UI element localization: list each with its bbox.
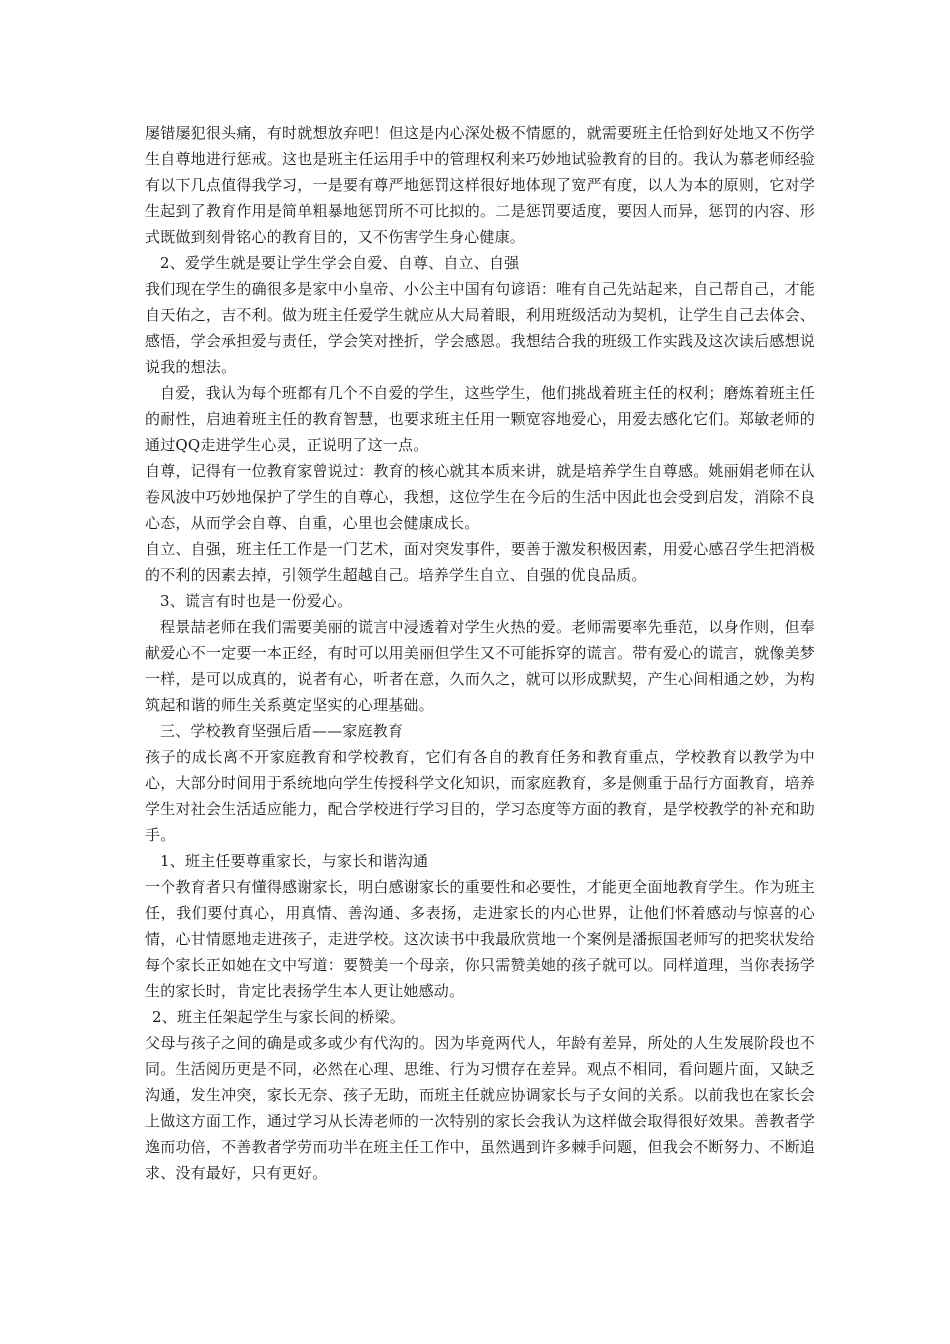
heading-family-education: 三、学校教育坚强后盾——家庭教育 xyxy=(160,722,404,740)
heading-love-students: 2、爱学生就是要让学生学会自爱、自尊、自立、自强 xyxy=(160,254,520,272)
paragraph-self-reliance: 自立、自强，班主任工作是一门艺术，面对突发事件，要善于激发积极因素，用爱心感召学生把消极的不利的因素去掉，引领学生超越自己。培养学生自立、自强的优良品质。 xyxy=(145,540,815,584)
heading-bridge: 2、班主任架起学生与家长间的桥梁。 xyxy=(152,1008,405,1026)
heading-lies: 3、谎言有时也是一份爱心。 xyxy=(160,592,353,610)
heading-respect-parents: 1、班主任要尊重家长，与家长和谐沟通 xyxy=(160,852,429,870)
paragraph-2: 我们现在学生的确很多是家中小皇帝、小公主中国有句谚语：唯有自己先站起来，自己帮自己，才能自天佑之，吉不利。做为班主任爱学生就应从大局着眼，利用班级活动为契机，让学生自己去体会、感悟，学会承担爱与责任，学会笑对挫折，学会感恩。我想结合我的班级工作实践及这次读后感想说说我的想法。 xyxy=(145,280,815,376)
paragraph-respect-parents: 一个教育者只有懂得感谢家长，明白感谢家长的重要性和必要性，才能更全面地教育学生。作为班主任，我们要付真心，用真情、善沟通、多表扬，走进家长的内心世界，让他们怀着感动与惊喜的心情，心甘情愿地走进孩子，走进学校。这次读书中我最欣赏地一个案例是潘振国老师写的把奖状发给每个家长正如她在文中写道：要赞美一个母亲，你只需赞美她的孩子就可以。同样道理，当你表扬学生的家长时，肯定比表扬学生本人更让她感动。 xyxy=(145,878,815,1000)
paragraph-self-love: 自爱，我认为每个班都有几个不自爱的学生，这些学生，他们挑战着班主任的权利；磨炼着班主任的耐性，启迪着班主任的教育智慧，也要求班主任用一颗宽容地爱心，用爱去感化它们。郑敏老师的通过QQ走进学生心灵，正说明了这一点。 xyxy=(145,384,815,454)
paragraph-1: 屡错屡犯很头痛，有时就想放弃吧！但这是内心深处极不情愿的，就需要班主任恰到好处地又不伤学生自尊地进行惩戒。这也是班主任运用手中的管理权利来巧妙地试验教育的目的。我认为慕老师经验有以下几点值得我学习，一是要有尊严地惩罚这样很好地体现了宽严有度，以人为本的原则，它对学生起到了教育作用是简单粗暴地惩罚所不可比拟的。二是惩罚要适度，要因人而异，惩罚的内容、形式既做到刻骨铭心的教育目的，又不伤害学生身心健康。 xyxy=(145,124,815,246)
paragraph-lies: 程景喆老师在我们需要美丽的谎言中浸透着对学生火热的爱。老师需要率先垂范，以身作则，但奉献爱心不一定要一本正经，有时可以用美丽但学生又不可能拆穿的谎言。带有爱心的谎言，就像美梦一样，是可以成真的，说者有心，听者在意，久而久之，就可以形成默契，产生心间相通之妙，为构筑起和谐的师生关系奠定坚实的心理基础。 xyxy=(145,618,815,714)
paragraph-bridge: 父母与孩子之间的确是或多或少有代沟的。因为毕竟两代人，年龄有差异，所处的人生发展阶段也不同。生活阅历更是不同，必然在心理、思维、行为习惯存在差异。观点不相同，看问题片面，又缺乏沟通，发生冲突，家长无奈、孩子无助，而班主任就应协调家长与子女间的关系。以前我也在家长会上做这方面工作，通过学习从长涛老师的一次特别的家长会我认为这样做会取得很好效果。善教者学逸而功倍，不善教者学劳而功半在班主任工作中，虽然遇到许多棘手问题，但我会不断努力、不断追求、没有最好，只有更好。 xyxy=(145,1034,815,1182)
document-body xyxy=(145,120,815,1186)
paragraph-family-education: 孩子的成长离不开家庭教育和学校教育，它们有各自的教育任务和教育重点，学校教育以教学为中心，大部分时间用于系统地向学生传授科学文化知识，而家庭教育，多是侧重于品行方面教育，培养学生对社会生活适应能力，配合学校进行学习目的，学习态度等方面的教育，是学校教学的补充和助手。 xyxy=(145,748,815,844)
paragraph-self-respect: 自尊，记得有一位教育家曾说过：教育的核心就其本质来讲，就是培养学生自尊感。姚丽娟老师在认卷风波中巧妙地保护了学生的自尊心，我想，这位学生在今后的生活中因此也会受到启发，消除不良心态，从而学会自尊、自重，心里也会健康成长。 xyxy=(145,462,815,532)
